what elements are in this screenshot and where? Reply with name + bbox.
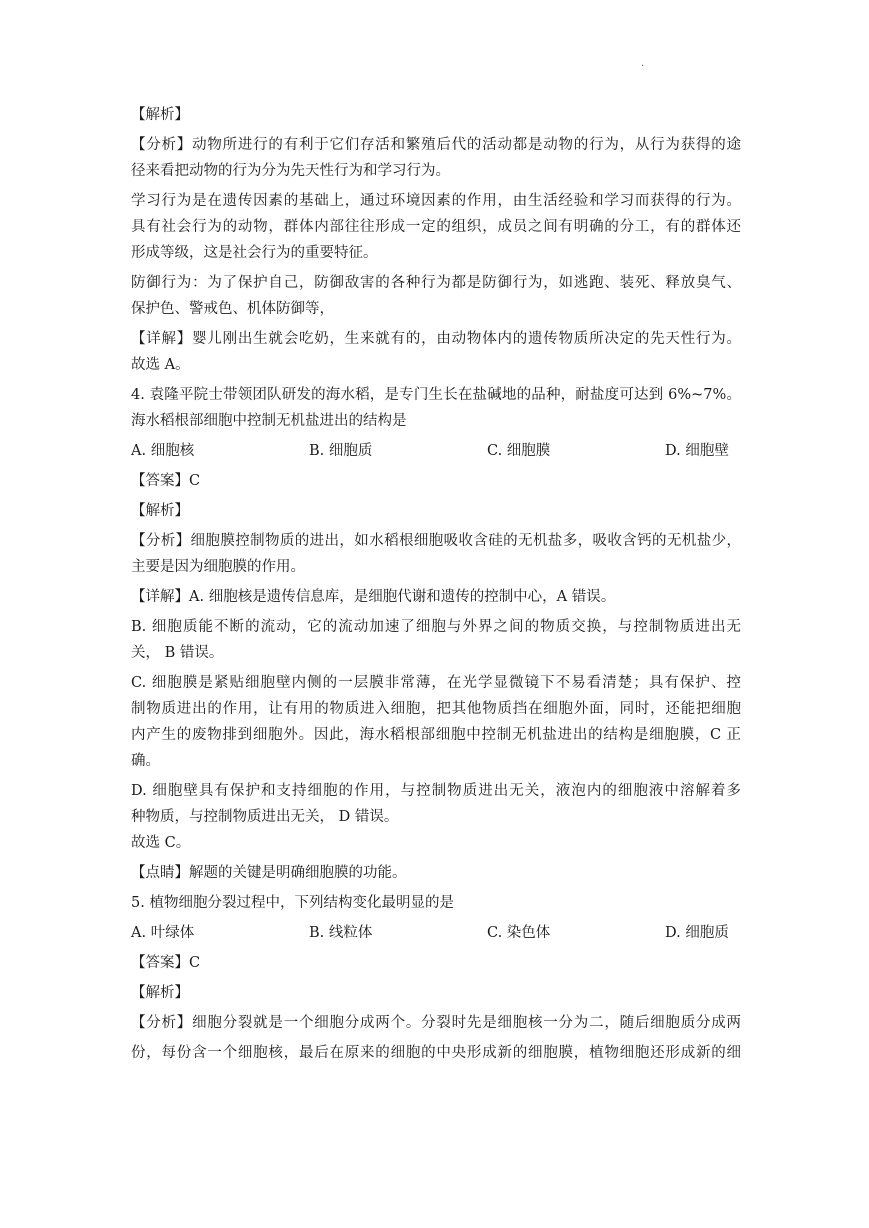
q4-detail-c-line-2: 制物质进出的作用，让有用的物质进入细胞，把其他物质挡在细胞外面，同时，还能把细胞 — [131, 701, 741, 717]
q4-detail-d-line-2: 种物质，与控制物质进出无关， D 错误。 — [131, 809, 399, 825]
q4-stem-line-2: 海水稻根部细胞中控制无机盐进出的结构是 — [131, 413, 407, 429]
q4-detail-c-line-4: 确。 — [131, 753, 160, 769]
q3-defense-line-1: 防御行为：为了保护自己，防御敌害的各种行为都是防御行为，如逃跑、装死、释放臭气、 — [131, 275, 741, 291]
q3-detail: 【详解】婴儿刚出生就会吃奶，生来就有的，由动物体内的遗传物质所决定的先天性行为。 — [131, 331, 741, 347]
q3-learning-behavior: 学习行为是在遗传因素的基础上，通过环境因素的作用，由生活经验和学习而获得的行为。 — [131, 193, 741, 209]
q3-jiexi-heading: 【解析】 — [131, 107, 189, 123]
q3-social-line-1: 具有社会行为的动物，群体内部往往形成一定的组织，成员之间有明确的分工，有的群体还 — [131, 219, 741, 235]
q3-analysis-line-1: 【分析】动物所进行的有利于它们存活和繁殖后代的活动都是动物的行为，从行为获得的途 — [131, 137, 741, 153]
header-mark: . — [641, 58, 645, 69]
q4-analysis-line-2: 主要是因为细胞膜的作用。 — [131, 559, 305, 575]
q5-option-d: D. 细胞质 — [665, 925, 729, 941]
q5-options — [131, 920, 741, 946]
q4-analysis-line-1: 【分析】细胞膜控制物质的进出，如水稻根细胞吸收含硅的无机盐多，吸收含钙的无机盐少， — [131, 533, 741, 549]
q5-option-b: B. 线粒体 — [309, 925, 373, 941]
q3-social-line-2: 形成等级，这是社会行为的重要特征。 — [131, 245, 378, 261]
q4-detail-b-line-1: B. 细胞质能不断的流动，它的流动加速了细胞与外界之间的物质交换，与控制物质进出无 — [131, 619, 741, 635]
q4-stem-line-1: 4. 袁隆平院士带领团队研发的海水稻，是专门生长在盐碱地的品种，耐盐度可达到 6%~7%。 — [131, 387, 741, 403]
q5-analysis-line-2: 份，每份含一个细胞核，最后在原来的细胞的中央形成新的细胞膜，植物细胞还形成新的细 — [131, 1045, 741, 1061]
q4-jiexi-heading: 【解析】 — [131, 503, 189, 519]
q5-jiexi-heading: 【解析】 — [131, 985, 189, 1001]
q4-choice: 故选 C。 — [131, 835, 191, 851]
q4-option-d: D. 细胞壁 — [665, 443, 729, 459]
document-body — [131, 102, 741, 1066]
q4-options — [131, 438, 741, 464]
q4-detail-b-line-2: 关， B 错误。 — [131, 645, 224, 661]
q5-stem: 5. 植物细胞分裂过程中，下列结构变化最明显的是 — [131, 895, 454, 911]
q4-answer: 【答案】C — [131, 473, 201, 489]
q5-option-c: C. 染色体 — [487, 925, 551, 941]
q4-detail-d-line-1: D. 细胞壁具有保护和支持细胞的作用，与控制物质进出无关，液泡内的细胞液中溶解着多 — [131, 783, 741, 799]
q5-option-a: A. 叶绿体 — [131, 925, 195, 941]
q3-analysis-line-2: 径来看把动物的行为分为先天性行为和学习行为。 — [131, 163, 450, 179]
q4-option-b: B. 细胞质 — [309, 443, 373, 459]
q3-choice: 故选 A。 — [131, 357, 190, 373]
q4-key-point: 【点睛】解题的关键是明确细胞膜的功能。 — [131, 865, 407, 881]
q4-detail-c-line-1: C. 细胞膜是紧贴细胞壁内侧的一层膜非常薄，在光学显微镜下不易看清楚；具有保护、控 — [131, 675, 741, 691]
q4-detail-c-line-3: 内产生的废物排到细胞外。因此，海水稻根部细胞中控制无机盐进出的结构是细胞膜，C 正 — [131, 727, 741, 743]
q5-analysis-line-1: 【分析】细胞分裂就是一个细胞分成两个。分裂时先是细胞核一分为二，随后细胞质分成两 — [131, 1015, 741, 1031]
q4-option-c: C. 细胞膜 — [487, 443, 551, 459]
q3-defense-line-2: 保护色、警戒色、机体防御等， — [131, 301, 334, 317]
q4-option-a: A. 细胞核 — [131, 443, 195, 459]
q5-answer: 【答案】C — [131, 955, 201, 971]
q4-detail-a: 【详解】A. 细胞核是遗传信息库，是细胞代谢和遗传的控制中心，A 错误。 — [131, 589, 616, 605]
